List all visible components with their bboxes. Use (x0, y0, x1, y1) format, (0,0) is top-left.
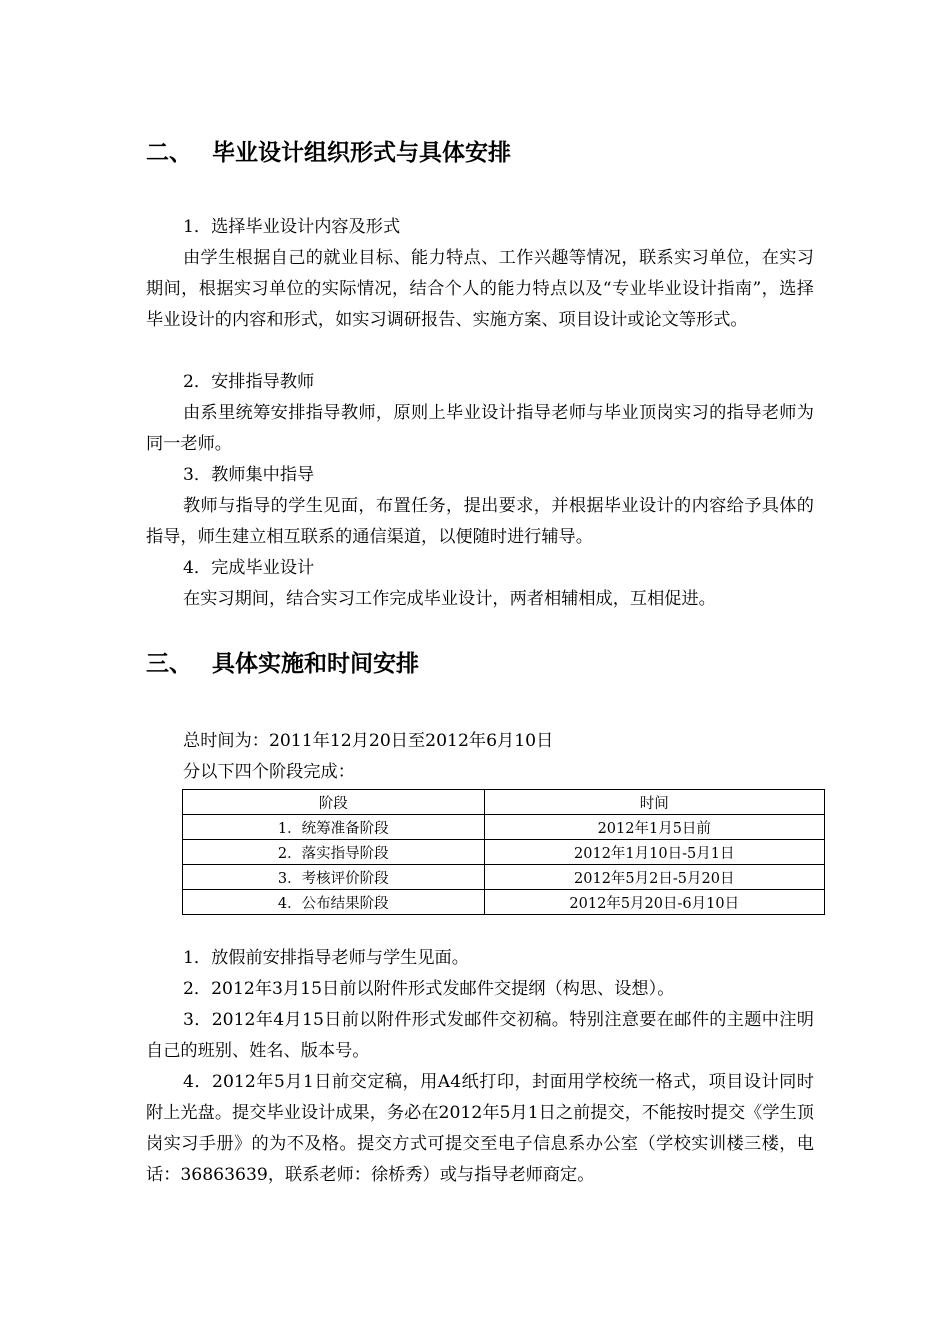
section-2-heading (146, 138, 511, 168)
item-1-body: 由学生根据自己的就业目标、能力特点、工作兴趣等情况，联系实习单位，在实习期间，根据实习单位的实际情况，结合个人的能力特点以及“专业毕业设计指南”，选择毕业设计的内容和形式，如实习调研报告、实施方案、项目设计或论文等形式。 (146, 248, 814, 330)
item-1-heading: 1．选择毕业设计内容及形式 (183, 217, 401, 237)
item-3-body: 教师与指导的学生见面，布置任务，提出要求，并根据毕业设计的内容给予具体的指导，师生建立相互联系的通信渠道，以便随时进行辅导。 (146, 496, 814, 547)
table-row (183, 815, 825, 840)
column-header-stage: 阶段 (183, 790, 485, 815)
phases-intro: 分以下四个阶段完成： (183, 762, 355, 782)
section-2-title: 毕业设计组织形式与具体安排 (212, 140, 511, 166)
table-header-row (183, 790, 825, 815)
note-3: 3．2012年4月15日前以附件形式发邮件交初稿。特别注意要在邮件的主题中注明自己的班别、姓名、版本号。 (146, 1010, 814, 1061)
schedule-table (182, 789, 825, 915)
column-header-time: 时间 (484, 790, 824, 815)
stage-cell: 4．公布结果阶段 (183, 890, 485, 915)
table-row (183, 865, 825, 890)
item-4-heading: 4．完成毕业设计 (183, 558, 315, 578)
item-3-heading: 3．教师集中指导 (183, 465, 315, 485)
note-2: 2．2012年3月15日前以附件形式发邮件交提纲（构思、设想）。 (183, 979, 675, 999)
note-1: 1．放假前安排指导老师与学生见面。 (183, 948, 469, 968)
time-cell: 2012年1月5日前 (484, 815, 824, 840)
section-3-heading (146, 649, 419, 679)
stage-cell: 3．考核评价阶段 (183, 865, 485, 890)
table-row (183, 890, 825, 915)
item-2-body: 由系里统筹安排指导教师，原则上毕业设计指导老师与毕业顶岗实习的指导老师为同一老师。 (146, 403, 814, 454)
time-cell: 2012年5月20日-6月10日 (484, 890, 824, 915)
section-2-number: 二、 (146, 140, 192, 166)
item-2-heading: 2．安排指导教师 (183, 372, 315, 392)
section-3-number: 三、 (146, 651, 192, 677)
table-row (183, 840, 825, 865)
stage-cell: 2．落实指导阶段 (183, 840, 485, 865)
stage-cell: 1．统筹准备阶段 (183, 815, 485, 840)
section-3-title: 具体实施和时间安排 (212, 651, 419, 677)
time-cell: 2012年5月2日-5月20日 (484, 865, 824, 890)
total-time: 总时间为：2011年12月20日至2012年6月10日 (183, 731, 554, 751)
note-4: 4．2012年5月1日前交定稿，用A4纸打印，封面用学校统一格式，项目设计同时附上光盘。提交毕业设计成果，务必在2012年5月1日之前提交，不能按时提交《学生顶岗实习手册》的为不及格。提交方式可提交至电子信息系办公室（学校实训楼三楼，电话：36863639，联系老师：徐桥秀）或与指导老师商定。 (146, 1072, 814, 1185)
time-cell: 2012年1月10日-5月1日 (484, 840, 824, 865)
item-4-body: 在实习期间，结合实习工作完成毕业设计，两者相辅相成，互相促进。 (183, 589, 716, 609)
